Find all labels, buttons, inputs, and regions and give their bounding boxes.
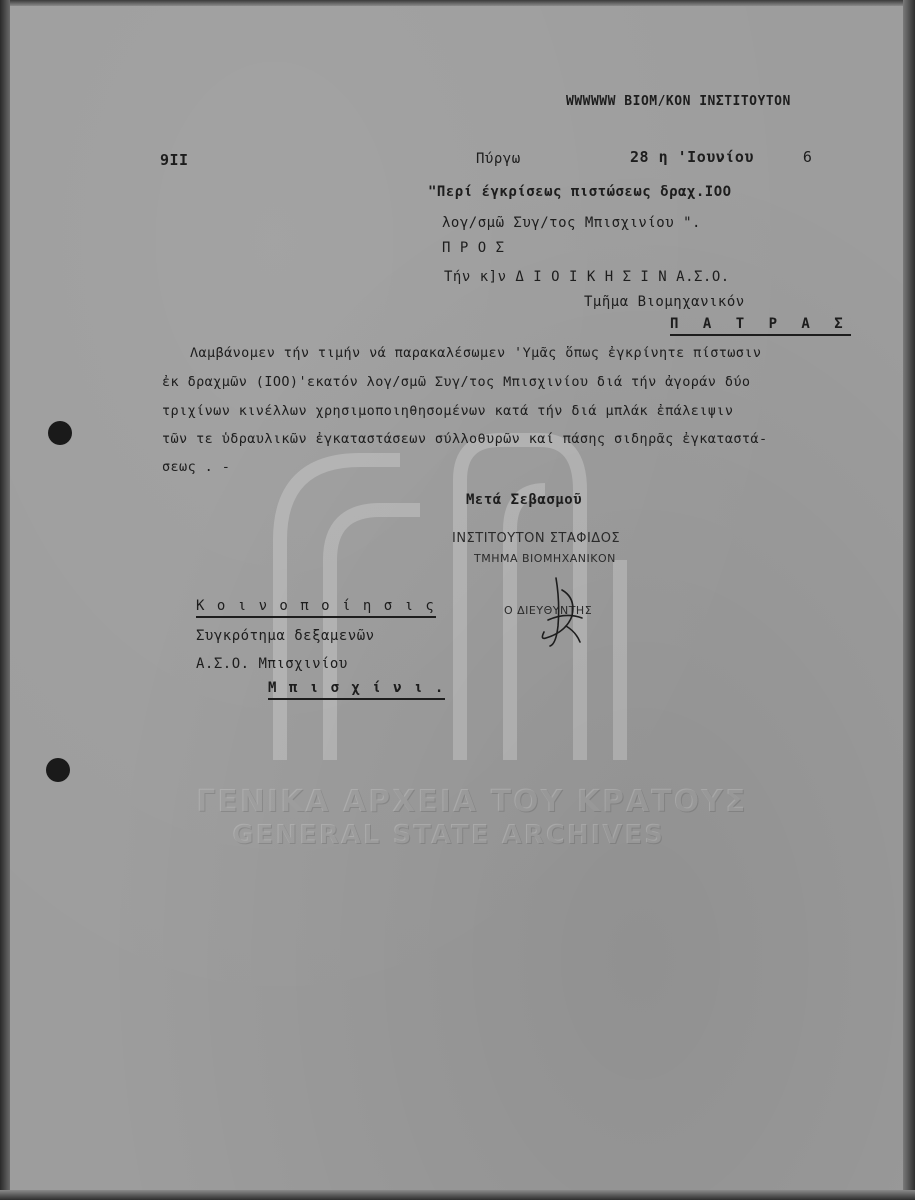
body-line-5: σεως . - — [162, 459, 231, 475]
punch-hole-upper — [48, 421, 72, 445]
addressee-city: Π Α Τ Ρ Α Σ — [670, 316, 851, 336]
addressee-line-1: Τήν κ]ν Δ Ι Ο Ι Κ Η Σ Ι Ν Α.Σ.Ο. — [444, 269, 730, 285]
cc-title: Κ ο ι ν ο π ο ί η σ ι ς — [196, 598, 436, 618]
closing-salutation: Μετά Σεβασμοῦ — [466, 492, 583, 508]
body-line-2: ἐκ δραχμῶν (IOO)'εκατόν λογ/σμῶ Συγ/τος Μπισχινίου διά τήν ἀγοράν δύο — [162, 374, 751, 390]
punch-hole-lower — [46, 758, 70, 782]
subject-line-1: "Περί έγκρίσεως πιστώσεως δραχ.IOO — [428, 184, 732, 200]
cc-line-3: Μ π ι σ χ ί ν ι . — [268, 680, 445, 700]
scan-edge-right — [903, 0, 915, 1200]
watermark-text-english: GENERAL STATE ARCHIVES — [232, 820, 665, 850]
place-name: Πύργω — [476, 151, 521, 167]
scan-edge-left — [0, 0, 10, 1200]
institution-header: WWWWWW ΒΙΟΜ/ΚΟΝ ΙΝΣΤΙΤΟΥΤΟΝ — [566, 94, 791, 109]
stamp-director: Ο ΔΙΕΥΘΥΝΤΗΣ — [504, 604, 593, 617]
director-signature — [536, 572, 596, 652]
addressee-pros: Π Ρ Ο Σ — [442, 240, 505, 256]
body-line-3: τριχίνων κινέλλων χρησιμοποιηθησομένων κατά τήν διά μπλάκ ἐπάλειψιν — [162, 403, 734, 419]
body-line-1: Λαμβάνομεν τήν τιμήν νά παρακαλέσωμεν 'Υμᾶς ὅπως ἐγκρίνητε πίστωσιν — [190, 345, 762, 361]
body-line-4: τῶν τε ὑδραυλικῶν ἐγκαταστάσεων σύλλοθυρῶν καί πάσης σιδηρᾶς ἐγκαταστά- — [162, 431, 768, 447]
cc-line-2: Α.Σ.Ο. Μπισχινίου — [196, 656, 348, 672]
scan-edge-bottom — [0, 1190, 915, 1200]
document-date — [630, 148, 812, 166]
reference-number: 9II — [160, 151, 189, 169]
cc-line-1: Συγκρότημα δεξαμενῶν — [196, 628, 375, 644]
addressee-line-2: Τμῆμα Βιομηχανικόν — [584, 294, 745, 310]
stamp-institution: ΙΝΣΤΙΤΟΥΤΟΝ ΣΤΑΦΙΔΟΣ — [452, 531, 621, 546]
date-text: 28 η 'Ιουνίου — [630, 148, 754, 166]
stamp-department: ΤΜΗΜΑ ΒΙΟΜΗΧΑΝΙΚΟΝ — [474, 552, 616, 565]
date-year: 6 — [802, 148, 813, 166]
subject-line-2: λογ/σμῶ Συγ/τος Μπισχινίου ". — [442, 215, 701, 231]
scan-edge-top — [0, 0, 915, 6]
watermark-text-greek: ΓΕΝΙΚΑ ΑΡΧΕΙΑ ΤΟΥ ΚΡΑΤΟΥΣ — [196, 784, 748, 819]
